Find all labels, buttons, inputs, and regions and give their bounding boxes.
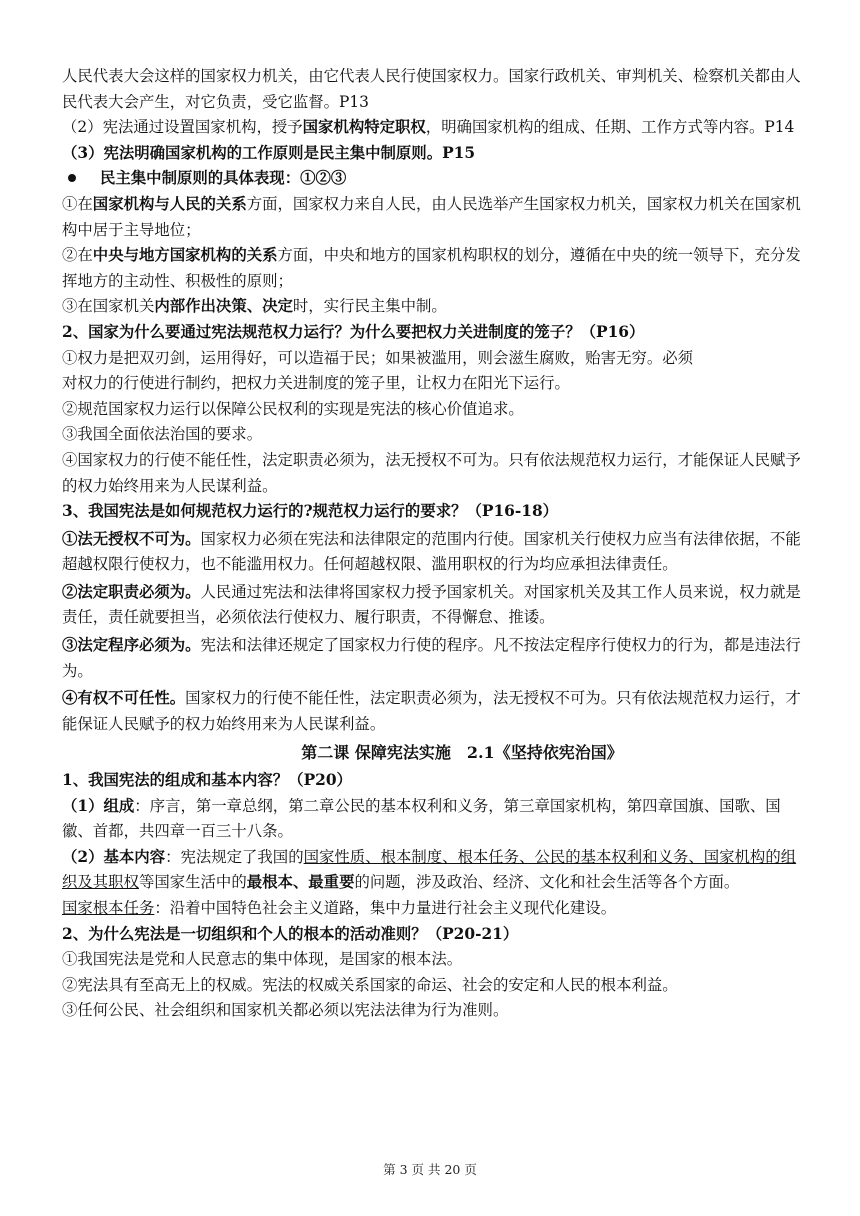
- basic-content-text-2: 等国家生活中的: [138, 873, 247, 892]
- question-3-answer-1-bold: ①法无授权不可为。: [62, 529, 201, 548]
- question-2-answer-2: ②规范国家权力运行以保障公民权利的实现是宪法的核心价值追求。: [62, 399, 524, 418]
- basic-content-underlined: 国家性质、根本制度、根本任务、公民的基本权利和义务、国家机构的组织及其职权: [62, 847, 797, 892]
- point-2-text: （2）宪法通过设置国家机构，授予: [62, 118, 303, 137]
- basic-content-bold: 最根本、最重要: [246, 873, 355, 892]
- dc-item-3: [62, 294, 802, 320]
- page-content: [62, 64, 802, 1024]
- question-2-answer-1-line1: ①权力是把双刃剑，运用得好，可以造福于民；如果被滥用，则会滋生腐败，贻害无穷。必须: [62, 348, 694, 367]
- question-3-answer-4-text: 国家权力的行使不能任性，法定职责必须为，法无授权不可为。只有依法规范权力运行，才能保证人民赋予的权力始终用来为人民谋利益。: [62, 689, 801, 733]
- lesson2-question-2-answer-3: ③任何公民、社会组织和国家机关都必须以宪法法律为行为准则。: [62, 1001, 509, 1020]
- page-footer: 第 3 页 共 20 页: [383, 1162, 477, 1177]
- bullet-text: 民主集中制原则的具体表现：①②③: [100, 169, 347, 188]
- dc-item-3-text: 时，实行民主集中制。: [292, 297, 447, 316]
- point-2-bold: 国家机构特定职权: [302, 118, 426, 137]
- dc-item-2-prefix: ②在: [62, 246, 93, 265]
- dc-item-3-prefix: ③在国家机关: [62, 297, 155, 316]
- question-2-title-text: 2、国家为什么要通过宪法规范权力运行？为什么要把权力关进制度的笼子？（P16）: [62, 322, 645, 341]
- question-3-answer-2-bold: ②法定职责必须为。: [62, 582, 201, 601]
- question-2-answer-4: ④国家权力的行使不能任性，法定职责必须为，法无授权不可为。只有依法规范权力运行，才能保证人民赋予的权力始终用来为人民谋利益。: [62, 450, 801, 495]
- point-3-paragraph: [62, 141, 802, 167]
- lesson2-question-1-title-text: 1、我国宪法的组成和基本内容？（P20）: [62, 771, 352, 790]
- basic-content-paragraph: [62, 845, 802, 896]
- dc-item-2-text: 方面，中央和地方的国家机构职权的划分，遵循在中央的统一领导下，充分发挥地方的主动性、积极性的原则；: [62, 246, 801, 290]
- dc-item-3-bold: 内部作出决策、决定: [154, 297, 293, 316]
- lesson-heading: 第二课 保障宪法实施 2.1《坚持依宪治国》: [301, 743, 623, 763]
- fundamental-task-text: ：沿着中国特色社会主义道路，集中力量进行社会主义现代化建设。: [154, 899, 617, 917]
- dc-item-1: [62, 192, 802, 243]
- dc-item-2-bold: 中央与地方国家机构的关系: [92, 246, 278, 265]
- basic-content-text-1: ：宪法规定了我国的: [165, 847, 304, 866]
- question-3-answer-1: [62, 527, 802, 578]
- lesson2-question-2-title: [62, 922, 802, 948]
- composition-label: （1）组成: [62, 796, 135, 815]
- composition-paragraph: [62, 794, 802, 845]
- point-2-paragraph: [62, 115, 802, 141]
- question-3-title-text: 3、我国宪法是如何规范权力运行的?规范权力运行的要求？（P16-18）: [62, 502, 559, 521]
- question-3-title: [62, 499, 802, 525]
- lesson2-question-2-answer-2: ②宪法具有至高无上的权威。宪法的权威关系国家的命运、社会的安定和人民的根本利益。: [62, 975, 678, 994]
- lesson2-question-2-answer-1: ①我国宪法是党和人民意志的集中体现，是国家的根本法。: [62, 950, 463, 969]
- question-2-answer-3: ③我国全面依法治国的要求。: [62, 425, 263, 444]
- question-3-answer-1-text: 国家权力必须在宪法和法律限定的范围内行使。国家机关行使权力应当有法律依据，不能超越权限行使权力，也不能滥用权力。任何超越权限、滥用职权的行为均应承担法律责任。: [62, 529, 801, 574]
- dc-item-1-text: 方面，国家权力来自人民，由人民选举产生国家权力机关，国家权力机关在国家机构中居于主导地位；: [62, 194, 801, 239]
- question-3-answer-3-bold: ③法定程序必须为。: [62, 636, 201, 655]
- question-2-title: [62, 320, 802, 346]
- question-3-answer-3: [62, 633, 802, 684]
- question-3-answer-2-text: 人民通过宪法和法律将国家权力授予国家机关。对国家机关及其工作人员来说，权力就是责任，责任就要担当，必须依法行使权力、履行职责，不得懈怠、推诿。: [62, 582, 801, 627]
- composition-text: ：序言，第一章总纲，第二章公民的基本权利和义务，第三章国家机构，第四章国旗、国歌、国徽、首都，共四章一百三十八条。: [62, 796, 781, 841]
- point-3-bold: （3）宪法明确国家机构的工作原则是民主集中制原则。P15: [62, 143, 476, 162]
- dc-item-1-bold: 国家机构与人民的关系: [92, 194, 247, 213]
- question-3-answer-3-text: 宪法和法律还规定了国家权力行使的程序。凡不按法定程序行使权力的行为，都是违法行为。: [62, 636, 801, 680]
- lesson2-question-1-title: [62, 768, 802, 794]
- point-2-text-end: ，明确国家机构的组成、任期、工作方式等内容。P14: [425, 118, 795, 137]
- fundamental-task-paragraph: [62, 896, 802, 922]
- intro-paragraph: 人民代表大会这样的国家权力机关，由它代表人民行使国家权力。国家行政机关、审判机关、检察机关都由人民代表大会产生，对它负责，受它监督。P13: [62, 67, 801, 111]
- basic-content-text-3: 的问题，涉及政治、经济、文化和社会生活等各个方面。: [354, 873, 740, 892]
- question-3-answer-2: [62, 580, 802, 631]
- bullet-democratic-centralism: [62, 166, 802, 192]
- fundamental-task-label: 国家根本任务: [62, 899, 155, 917]
- dc-item-2: [62, 243, 802, 294]
- question-3-answer-4-bold: ④有权不可任性。: [62, 689, 186, 708]
- question-2-answer-1-line2: 对权力的行使进行制约，把权力关进制度的笼子里，让权力在阳光下运行。: [62, 374, 570, 393]
- lesson2-question-2-title-text: 2、为什么宪法是一切组织和个人的根本的活动准则？（P20-21）: [62, 924, 519, 943]
- basic-content-label: （2）基本内容: [62, 847, 166, 866]
- question-3-answer-4: [62, 686, 802, 737]
- dc-item-1-prefix: ①在: [62, 194, 93, 213]
- question-2-answer-1: [62, 346, 802, 397]
- bullet-dot-icon: [68, 174, 76, 182]
